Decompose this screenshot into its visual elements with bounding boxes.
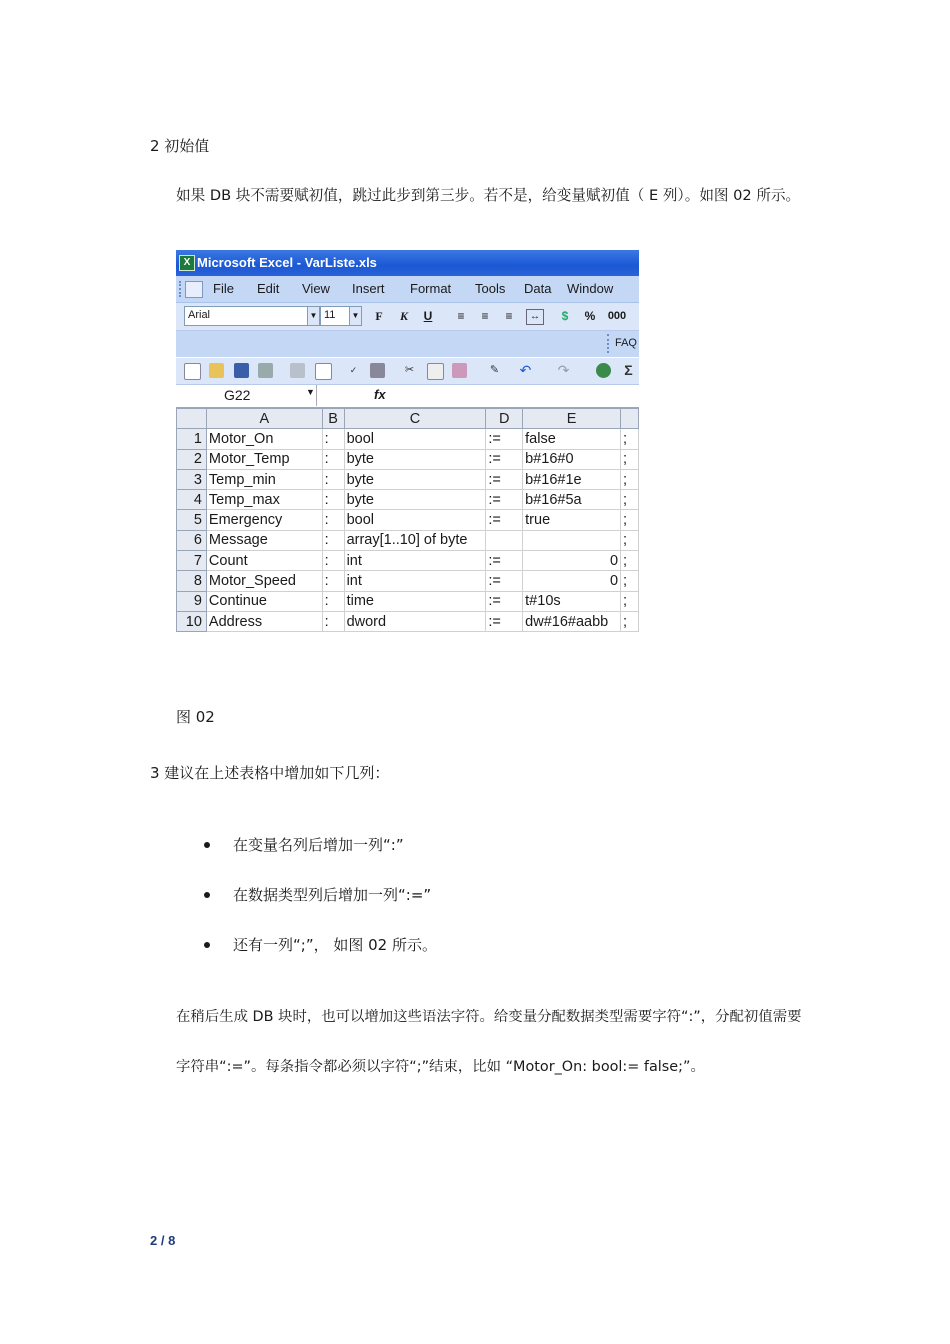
menu-window[interactable]: Window (567, 281, 614, 296)
cell-colon[interactable]: : (322, 429, 344, 449)
cell-data-type[interactable]: array[1..10] of byte (344, 530, 486, 550)
figure-caption: 图 02 (176, 708, 215, 726)
cell-colon[interactable]: : (322, 611, 344, 631)
cell-variable-name[interactable]: Emergency (206, 510, 322, 530)
cell-colon[interactable]: : (322, 591, 344, 611)
cell-assign[interactable] (486, 530, 523, 550)
cell-initial-value[interactable]: b#16#1e (523, 469, 621, 489)
font-name-value: Arial (188, 309, 211, 321)
redo-icon[interactable]: ↷ (557, 362, 570, 378)
table-row (177, 551, 639, 571)
column-header[interactable]: C (344, 409, 486, 429)
research-icon[interactable] (370, 363, 385, 378)
spelling-icon[interactable]: ✓ (349, 365, 358, 375)
align-center-icon[interactable]: ≡ (481, 309, 489, 323)
bullet-icon (204, 942, 210, 948)
column-header[interactable]: E (523, 409, 621, 429)
cell-assign[interactable]: := (486, 510, 523, 530)
cell-initial-value[interactable]: t#10s (523, 591, 621, 611)
copy-icon[interactable] (427, 363, 444, 380)
menu-tools[interactable]: Tools (475, 281, 506, 296)
hyperlink-icon[interactable] (596, 363, 611, 378)
cell-colon[interactable]: : (322, 530, 344, 550)
explanation-line-1: 在稍后生成 DB 块时，也可以增加这些语法字符。给变量分配数据类型需要字符“:”，分配初值需要 (176, 1009, 802, 1025)
print-preview-icon[interactable] (315, 363, 332, 380)
cell-colon[interactable]: : (322, 469, 344, 489)
chevron-down-icon[interactable]: ▼ (349, 307, 361, 325)
table-row (177, 429, 639, 449)
row-header[interactable]: 6 (177, 530, 207, 550)
cell-initial-value[interactable]: b#16#0 (523, 449, 621, 469)
excel-screenshot (176, 250, 639, 633)
font-size-value: 11 (324, 309, 336, 321)
undo-icon[interactable]: ↶ (519, 362, 532, 378)
percent-button[interactable]: % (584, 309, 596, 323)
faq-button[interactable]: FAQ (607, 334, 637, 353)
cell-assign[interactable]: := (486, 571, 523, 591)
row-header[interactable]: 2 (177, 449, 207, 469)
cell-variable-name[interactable]: Count (206, 551, 322, 571)
italic-button[interactable]: K (399, 309, 408, 323)
row-header[interactable]: 4 (177, 490, 207, 510)
cell-assign[interactable]: := (486, 449, 523, 469)
bullet-item: 在数据类型列后增加一列“:=” (233, 886, 432, 904)
cell-initial-value[interactable]: b#16#5a (523, 490, 621, 510)
cut-icon[interactable]: ✂ (404, 364, 415, 376)
excel-title-bar (176, 250, 639, 276)
cell-semicolon[interactable]: ; (621, 490, 639, 510)
open-folder-icon[interactable] (209, 363, 224, 378)
cell-semicolon[interactable]: ; (621, 449, 639, 469)
align-left-icon[interactable]: ≡ (457, 309, 465, 323)
table-row (177, 469, 639, 489)
cell-semicolon[interactable]: ; (621, 591, 639, 611)
fx-icon: fx (374, 387, 386, 402)
permission-icon[interactable] (258, 363, 273, 378)
cell-colon[interactable]: : (322, 449, 344, 469)
cell-initial-value[interactable]: dw#16#aabb (523, 611, 621, 631)
name-box-value: G22 (224, 387, 251, 403)
table-row (177, 591, 639, 611)
cell-variable-name[interactable]: Address (206, 611, 322, 631)
cell-variable-name[interactable]: Message (206, 530, 322, 550)
bold-button[interactable]: F (375, 309, 383, 323)
cell-assign[interactable]: := (486, 469, 523, 489)
cell-variable-name[interactable]: Continue (206, 591, 322, 611)
column-header[interactable]: B (322, 409, 344, 429)
cell-data-type[interactable]: byte (344, 490, 486, 510)
table-row (177, 449, 639, 469)
bullet-icon (204, 842, 210, 848)
cell-colon[interactable]: : (322, 551, 344, 571)
row-header[interactable]: 3 (177, 469, 207, 489)
spreadsheet-grid (176, 408, 639, 632)
window-title: Microsoft Excel - VarListe.xls (197, 255, 377, 270)
toolbar-grip-icon (179, 281, 183, 297)
cell-colon[interactable]: : (322, 510, 344, 530)
bullet-icon (204, 892, 210, 898)
row-header[interactable]: 7 (177, 551, 207, 571)
table-row (177, 490, 639, 510)
cell-colon[interactable]: : (322, 490, 344, 510)
column-header[interactable] (621, 409, 639, 429)
explanation-line-2: 字符串“:=”。每条指令都必须以字符“;”结束，比如 “Motor_On: bool:= false;”。 (176, 1059, 705, 1075)
cell-data-type[interactable]: byte (344, 469, 486, 489)
bullet-item: 还有一列“;”， 如图 02 所示。 (233, 936, 437, 954)
cell-semicolon[interactable]: ; (621, 611, 639, 631)
cell-variable-name[interactable]: Motor_Temp (206, 449, 322, 469)
cell-data-type[interactable]: dword (344, 611, 486, 631)
font-name-select[interactable] (184, 306, 320, 326)
menu-bar (176, 276, 639, 303)
print-icon[interactable] (290, 363, 305, 378)
format-painter-icon[interactable]: ✎ (489, 364, 500, 376)
section2-paragraph: 如果 DB 块不需要赋初值，跳过此步到第三步。若不是，给变量赋初值（ E 列）。如图 02 所示。 (176, 187, 801, 204)
select-all-corner[interactable] (177, 409, 207, 429)
cell-assign[interactable]: := (486, 429, 523, 449)
cell-initial-value[interactable] (523, 530, 621, 550)
cell-assign[interactable]: := (486, 611, 523, 631)
column-header-row (177, 409, 639, 429)
chevron-down-icon[interactable]: ▼ (307, 307, 319, 325)
column-header[interactable]: A (206, 409, 322, 429)
new-document-icon[interactable] (184, 363, 201, 380)
cell-colon[interactable]: : (322, 571, 344, 591)
chevron-down-icon[interactable]: ▼ (306, 387, 315, 397)
merge-center-icon[interactable]: ↔ (526, 309, 544, 325)
thousands-separator-button[interactable]: 000 (607, 310, 627, 322)
cell-initial-value[interactable]: false (523, 429, 621, 449)
page-number: 2 / 8 (150, 1233, 176, 1248)
menu-view[interactable]: View (302, 281, 330, 296)
table-row (177, 611, 639, 631)
menu-insert[interactable]: Insert (352, 281, 385, 296)
cell-initial-value[interactable]: 0 (523, 571, 621, 591)
cell-data-type[interactable]: int (344, 551, 486, 571)
formatting-toolbar (176, 303, 639, 331)
name-box[interactable] (176, 385, 316, 406)
row-header[interactable]: 9 (177, 591, 207, 611)
excel-app-icon: X (179, 255, 195, 271)
cell-data-type[interactable]: int (344, 571, 486, 591)
column-header[interactable]: D (486, 409, 523, 429)
paste-icon[interactable] (452, 363, 467, 378)
cell-variable-name[interactable]: Temp_min (206, 469, 322, 489)
table-row (177, 510, 639, 530)
row-header[interactable]: 1 (177, 429, 207, 449)
cell-assign[interactable]: := (486, 490, 523, 510)
cell-data-type[interactable]: byte (344, 449, 486, 469)
cell-data-type[interactable]: bool (344, 510, 486, 530)
cell-data-type[interactable]: bool (344, 429, 486, 449)
row-header[interactable]: 8 (177, 571, 207, 591)
insert-function-button[interactable] (316, 385, 391, 406)
cell-semicolon[interactable]: ; (621, 571, 639, 591)
table-row (177, 571, 639, 591)
cell-assign[interactable]: := (486, 591, 523, 611)
section2-heading: 2 初始值 (150, 137, 210, 155)
menu-data[interactable]: Data (524, 281, 552, 296)
underline-button[interactable]: U (423, 309, 433, 323)
currency-icon[interactable]: $ (561, 309, 569, 323)
menu-format[interactable]: Format (410, 281, 452, 296)
align-right-icon[interactable]: ≡ (505, 309, 513, 323)
formula-bar (176, 385, 639, 408)
standard-toolbar (176, 358, 639, 385)
row-header[interactable]: 10 (177, 611, 207, 631)
table-row (177, 530, 639, 550)
cell-variable-name[interactable]: Temp_max (206, 490, 322, 510)
cell-initial-value[interactable]: true (523, 510, 621, 530)
font-size-select[interactable] (320, 306, 362, 326)
cell-semicolon[interactable]: ; (621, 510, 639, 530)
menu-edit[interactable]: Edit (257, 281, 280, 296)
document-menu-icon[interactable] (185, 281, 203, 298)
extra-toolbar (176, 331, 639, 357)
row-header[interactable]: 5 (177, 510, 207, 530)
cell-semicolon[interactable]: ; (621, 469, 639, 489)
save-icon[interactable] (234, 363, 249, 378)
cell-semicolon[interactable]: ; (621, 530, 639, 550)
autosum-button[interactable]: Σ (624, 362, 633, 378)
cell-semicolon[interactable]: ; (621, 429, 639, 449)
cell-initial-value[interactable]: 0 (523, 551, 621, 571)
menu-file[interactable]: File (213, 281, 234, 296)
cell-variable-name[interactable]: Motor_Speed (206, 571, 322, 591)
section3-heading: 3 建议在上述表格中增加如下几列： (150, 764, 390, 782)
cell-data-type[interactable]: time (344, 591, 486, 611)
cell-semicolon[interactable]: ; (621, 551, 639, 571)
bullet-item: 在变量名列后增加一列“:” (233, 836, 404, 854)
cell-assign[interactable]: := (486, 551, 523, 571)
cell-variable-name[interactable]: Motor_On (206, 429, 322, 449)
